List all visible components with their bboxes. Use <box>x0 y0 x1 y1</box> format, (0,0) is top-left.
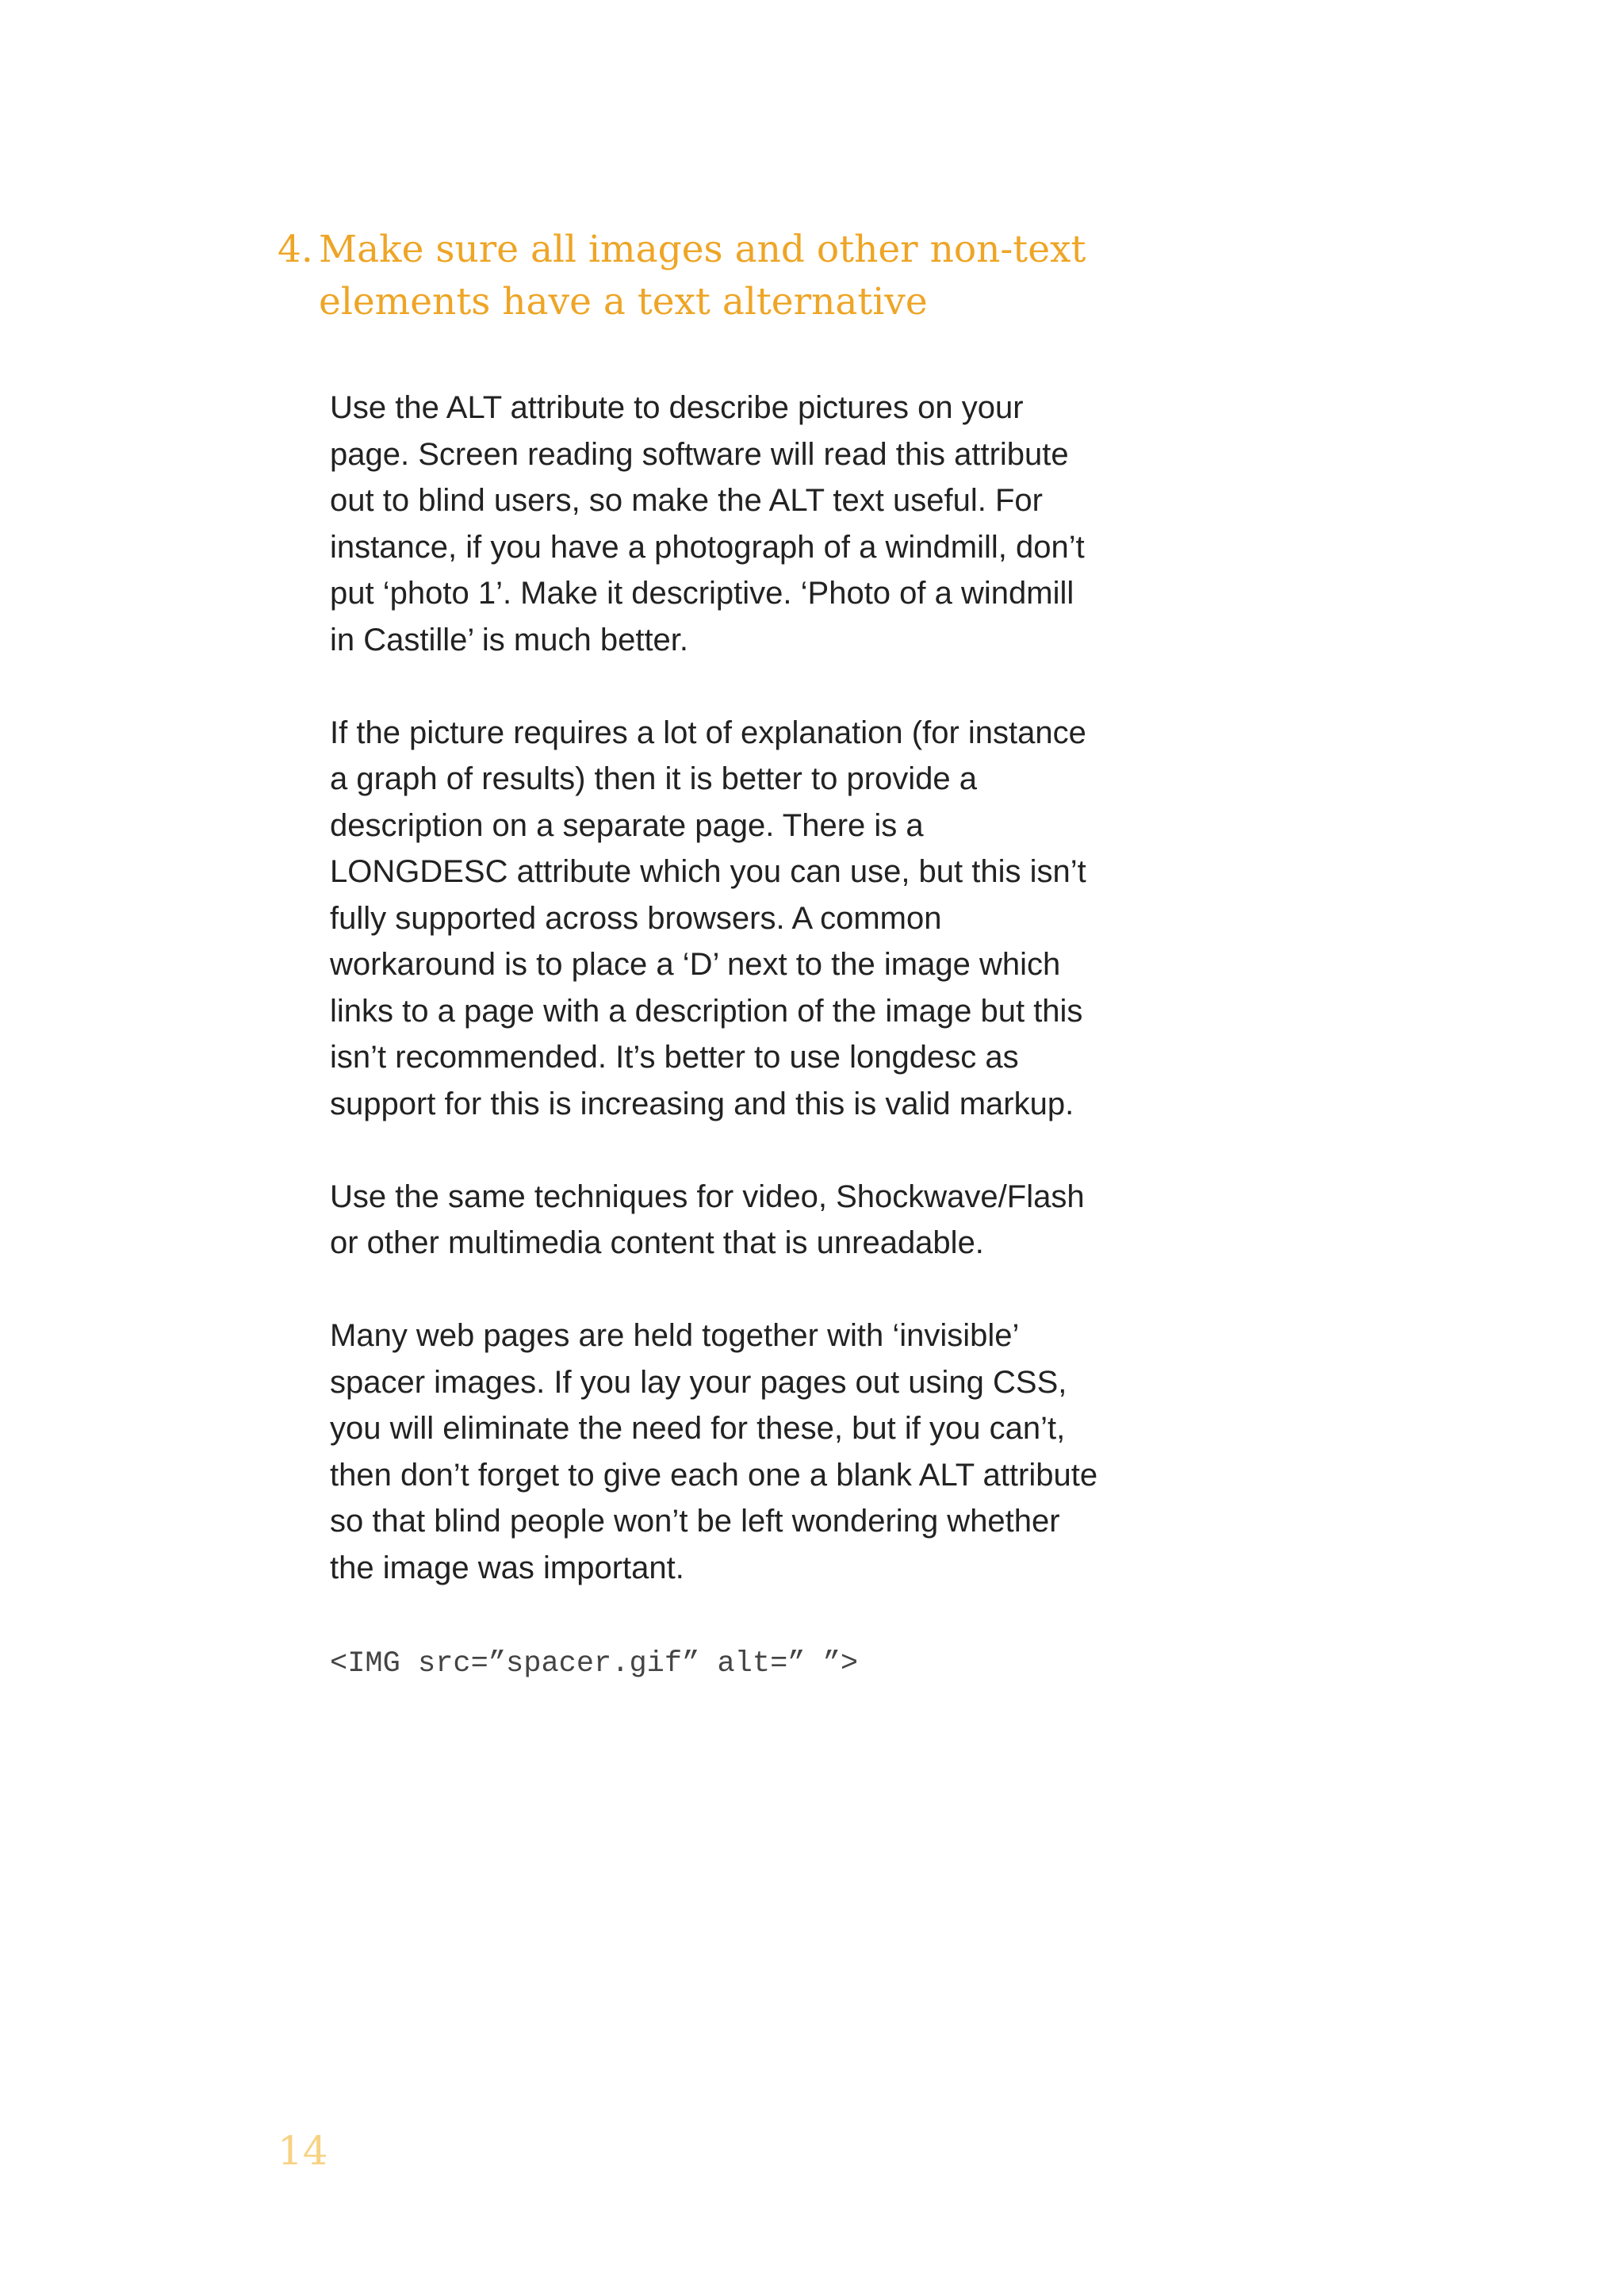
page-number: 14 <box>278 2128 328 2174</box>
paragraph-longdesc: If the picture requires a lot of explanation (for instance a graph of results) then it is better to provide a description on a separate page. There is a LONGDESC attribute which you can use, but this isn’t fully supported across browsers. A common workaround is to place a ‘D’ next to the image which links to a page with a description of the image but this isn’t recommended. It’s better to use longdesc as support for this is increasing and this is valid markup. <box>330 715 1086 1121</box>
code-example: <IMG src=”spacer.gif” alt=” ”> <box>330 1647 859 1681</box>
section-title-line-1: Make sure all images and other non-text <box>319 228 1086 271</box>
body-text <box>330 385 1099 1638</box>
paragraph-multimedia: Use the same techniques for video, Shockwave/Flash or other multimedia content that is unreadable. <box>330 1179 1085 1260</box>
section-title <box>319 224 1150 328</box>
section-title-line-2: elements have a text alternative <box>319 280 928 324</box>
section-heading <box>278 224 1150 328</box>
paragraph-alt-attribute: Use the ALT attribute to describe pictures on your page. Screen reading software will read this attribute out to blind users, so make the ALT text useful. For instance, if you have a photograph of a windmill, don’t put ‘photo 1’. Make it descriptive. ‘Photo of a windmill in Castille’ is much better. <box>330 390 1085 657</box>
section-number: 4. <box>278 228 313 271</box>
paragraph-spacer-images: Many web pages are held together with ‘invisible’ spacer images. If you lay your pages out using CSS, you will eliminate the need for these, but if you can’t, then don’t forget to give each one a blank ALT attribute so that blind people won’t be left wondering whether the image was important. <box>330 1318 1098 1585</box>
